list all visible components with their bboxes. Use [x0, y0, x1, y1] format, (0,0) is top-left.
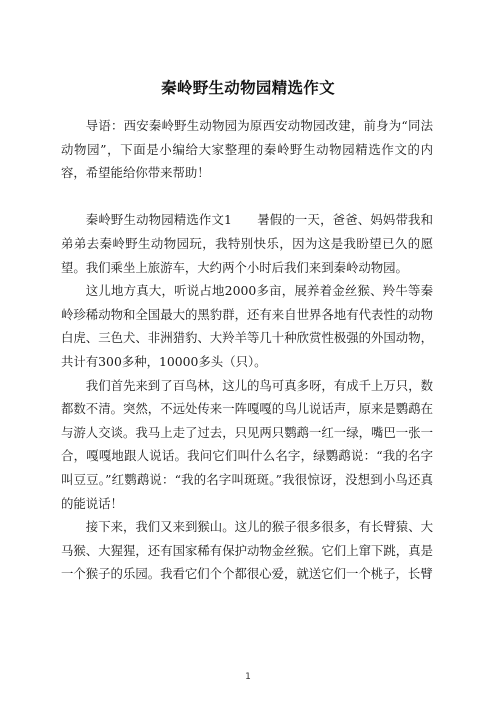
intro-paragraph: 导语：西安秦岭野生动物园为原西安动物园改建，前身为“同法动物园”，下面是小编给大家整理的秦岭野生动物园精选作文的内容，希望能给你带来帮助！ — [61, 118, 433, 181]
body-paragraph: 接下来，我们又来到猴山。这儿的猴子很多很多，有长臂猿、大马猴、大猩猩，还有国家稀有保护动物金丝猴。它们上窜下跳，真是一个猴子的乐园。我看它们个个都很心爱，就送它们一个桃子，长臂 — [61, 519, 433, 582]
body-paragraph: 这儿地方真大，听说占地2000多亩，展养着金丝猴、羚牛等秦岭珍稀动物和全国最大的黑豹群，还有来自世界各地有代表性的动物白虎、三色犬、非洲猎豹、大羚羊等几十种欣赏性极强的外国动物，共计有300多种，10000多头（只）。 — [61, 283, 433, 369]
body-paragraph: 我们首先来到了百鸟林，这儿的鸟可真多呀，有成千上万只，数都数不清。突然，不远处传来一阵嘎嘎的鸟儿说话声，原来是鹦鹉在与游人交谈。我马上走了过去，只见两只鹦鹉一红一绿，嘴巴一张一合，嘎嘎地跟人说话。我问它们叫什么名字，绿鹦鹉说：“我的名字叫豆豆。”红鹦鹉说：“我的名字叫斑斑。”我很惊讶，没想到小鸟还真的能说话！ — [61, 377, 433, 511]
page-number: 1 — [245, 672, 251, 682]
document-body — [61, 114, 433, 586]
paragraph-gap — [61, 185, 433, 209]
document-title: 秦岭野生动物园精选作文 — [161, 79, 335, 97]
body-paragraph: 秦岭野生动物园精选作文1 暑假的一天，爸爸、妈妈带我和弟弟去秦岭野生动物园玩，我特别快乐，因为这是我盼望已久的愿望。我们乘坐上旅游车，大约两个小时后我们来到秦岭动物园。 — [61, 212, 433, 275]
